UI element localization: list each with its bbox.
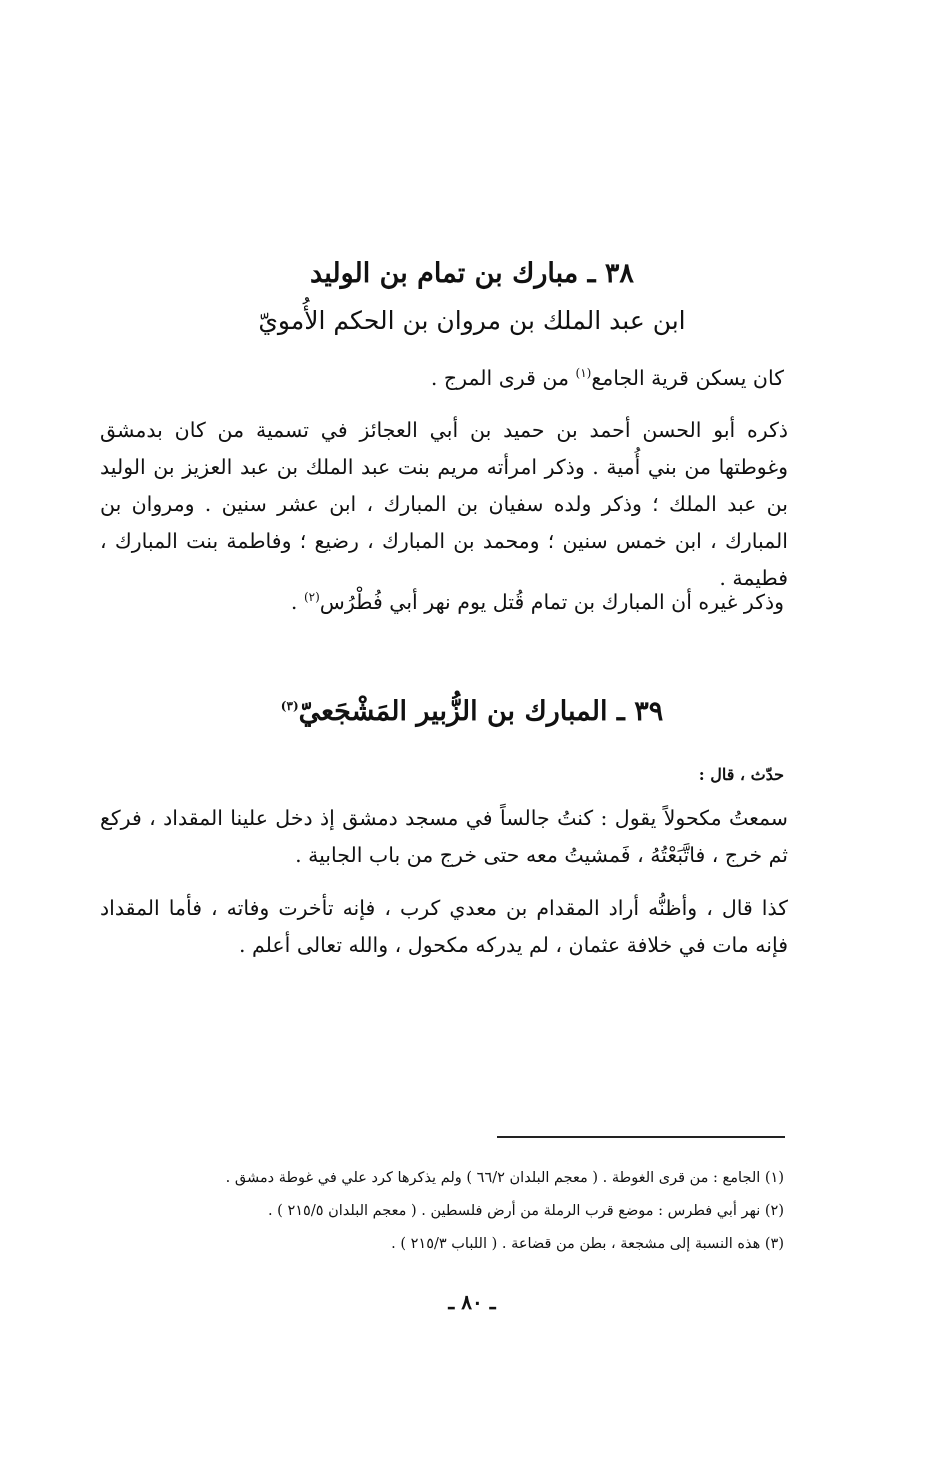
entry-38-last-line: [291, 590, 784, 614]
residence-text: كان يسكن قرية الجامع: [591, 366, 784, 390]
entry-38-title: ٣٨ ـ مبارك بن تمام بن الوليد: [310, 258, 634, 289]
entry-38-paragraph: ذكره أبو الحسن أحمد بن حميد بن أبي العجائز في تسمية من كان بدمشق وغوطتها من بني أُمية . وذكر امرأته مريم بنت عبد الملك بن عبد العزيز بن الوليد بن عبد الملك ؛ وذكر ولده سفيان بن المبارك ، ابن عشر سنين . ومروان بن المبارك ، ابن خمس سنين ؛ ومحمد بن المبارك ، رضيع ؛ وفاطمة بنت المبارك ، فطيمة .: [100, 418, 788, 590]
footnote-divider: [497, 1136, 785, 1138]
footnote-ref-2: (٢): [303, 590, 320, 605]
entry-39-title: [100, 696, 844, 727]
death-text-end: .: [290, 590, 304, 614]
footnote-ref-1: (١): [575, 366, 592, 381]
entry-38-residence-line: [431, 366, 784, 390]
footnote-3: (٣) هذه النسبة إلى مشجعة ، بطن من قضاعة . ( اللباب ٢١٥/٣ ) .: [391, 1236, 784, 1252]
entry-39-paragraph-1: سمعتُ مكحولاً يقول : كنتُ جالساً في مسجد دمشق إذ دخل علينا المقداد ، فركع ثم خرج ، فاتَّبَعْتُهُ ، فَمشيتُ معه حتى خرج من باب الجابية .: [100, 806, 788, 867]
entry-38-subtitle: ابن عبد الملك بن مروان بن الحكم الأُمويّ: [258, 306, 686, 335]
footnote-2: (٢) نهر أبي فطرس : موضع قرب الرملة من أرض فلسطين . ( معجم البلدان ٢١٥/٥ ) .: [267, 1203, 784, 1219]
death-text: وذكر غيره أن المبارك بن تمام قُتل يوم نهر أبي فُطْرُس: [319, 590, 784, 614]
footnote-ref-3: (٣): [280, 699, 299, 713]
entry-39-intro: حدّث ، قال :: [698, 765, 784, 784]
entry-39-title-text: ٣٩ ـ المبارك بن الزُّبير المَشْجَعيّ: [298, 696, 664, 727]
page-number: ـ ٨٠ ـ: [448, 1290, 496, 1314]
entry-39-paragraph-2: كذا قال ، وأظنُّه أراد المقدام بن معدي كرب ، فإنه تأخرت وفاته ، فأما المقداد فإنه مات في خلافة عثمان ، لم يدركه مكحول ، والله تعالى أعلم .: [100, 896, 788, 957]
footnote-1: (١) الجامع : من قرى الغوطة . ( معجم البلدان ٦٦/٢ ) ولم يذكرها كرد علي في غوطة دمشق .: [225, 1170, 784, 1186]
residence-text-end: من قرى المرج .: [430, 366, 576, 390]
